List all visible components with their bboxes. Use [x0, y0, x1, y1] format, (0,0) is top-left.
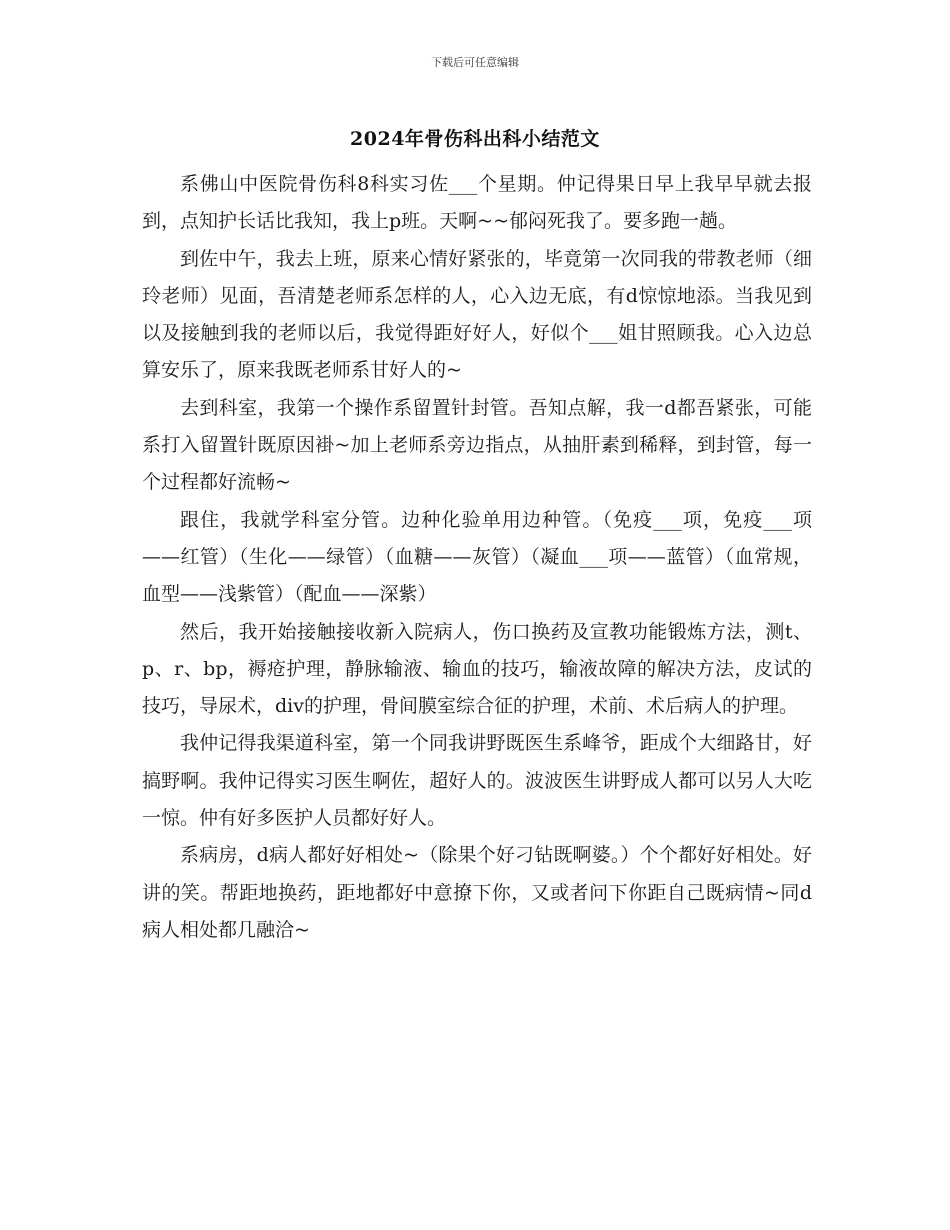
paragraph: 跟住，我就学科室分管。边种化验单用边种管。（免疫___项，免疫___项——红管）（生化——绿管）（血糖——灰管）（凝血___项——蓝管）（血常规，血型——浅紫管）（配血——深紫） — [142, 508, 812, 606]
paragraph: 到佐中午，我去上班，原来心情好紧张的，毕竟第一次同我的带教老师（细玲老师）见面，吾清楚老师系怎样的人，心入边无底，有d惊惊地添。当我见到以及接触到我的老师以后，我觉得距好好人，好似个___姐甘照顾我。心入边总算安乐了，原来我既老师系甘好人的~ — [142, 247, 812, 382]
paragraph: 去到科室，我第一个操作系留置针封管。吾知点解，我一d都吾紧张，可能系打入留置针既原因褂~加上老师系旁边指点，从抽肝素到稀释，到封管，每一个过程都好流畅~ — [142, 396, 812, 494]
paragraph: 系病房，d病人都好好相处~（除果个好刁钻既啊婆。）个个都好好相处。好讲的笑。帮距地换药，距地都好中意撩下你，又或者问下你距自己既病情~同d病人相处都几融洽~ — [142, 844, 812, 941]
document-title: 2024年骨伤科出科小结范文 — [350, 128, 600, 150]
paragraph: 我仲记得我渠道科室，第一个同我讲野既医生系峰爷，距成个大细路甘，好搞野啊。我仲记得实习医生啊佐，超好人的。波波医生讲野成人都可以另人大吃一惊。仲有好多医护人员都好好人。 — [142, 732, 812, 830]
paragraph: 系佛山中医院骨伤科8科实习佐___个星期。仲记得果日早上我早早就去报到，点知护长话比我知，我上p班。天啊~~郁闷死我了。要多跑一趟。 — [142, 173, 812, 233]
document-body — [142, 166, 812, 949]
page-header-note: 下载后可任意编辑 — [431, 56, 519, 69]
paragraph: 然后，我开始接触接收新入院病人，伤口换药及宣教功能锻炼方法，测t、p、r、bp，褥疮护理，静脉输液、输血的技巧，输液故障的解决方法，皮试的技巧，导尿术，div的护理，骨间膜室综合征的护理，术前、术后病人的护理。 — [142, 620, 812, 718]
